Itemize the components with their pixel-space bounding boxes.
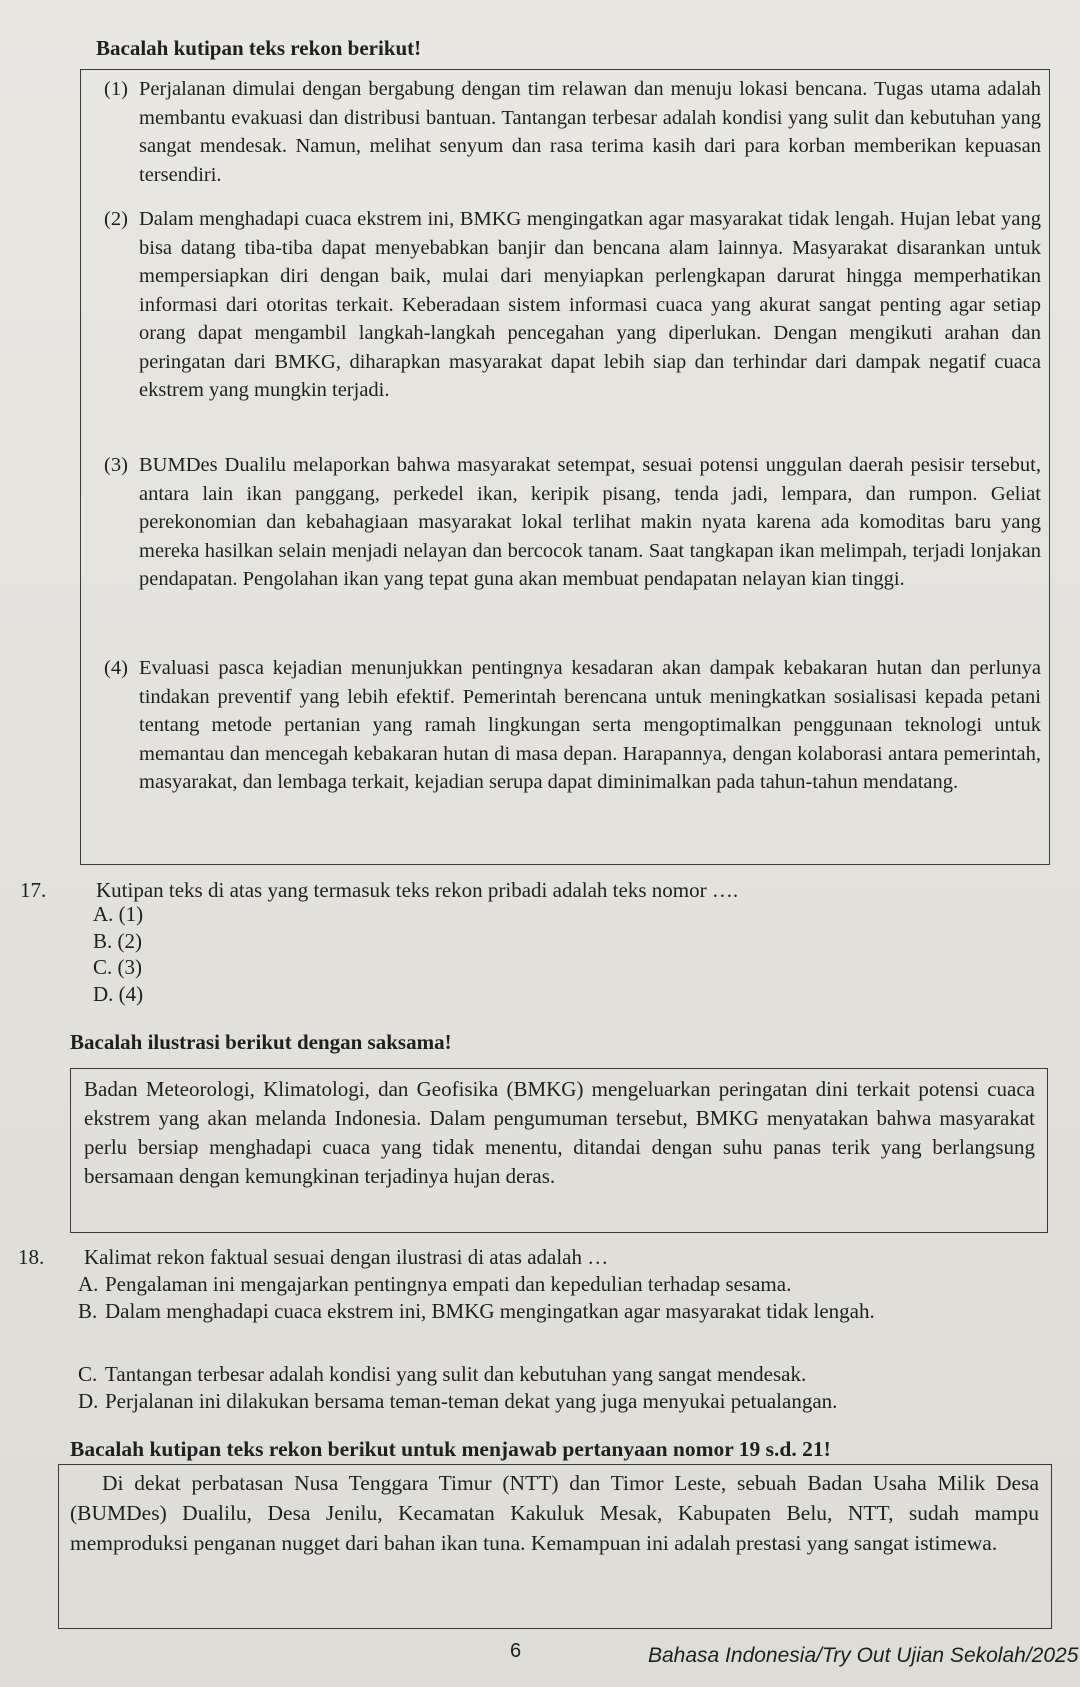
option-text: (2) bbox=[117, 929, 143, 953]
paragraph-number: (4) bbox=[104, 657, 128, 679]
option-letter: A. bbox=[93, 902, 114, 926]
option-letter: D. bbox=[78, 1389, 99, 1413]
paragraph-number: (2) bbox=[104, 208, 128, 230]
option-text: (1) bbox=[118, 902, 144, 926]
q17-option-d[interactable] bbox=[93, 980, 143, 1008]
q18-option-c[interactable] bbox=[78, 1360, 1053, 1388]
option-letter: D. bbox=[93, 982, 114, 1006]
q18-option-a[interactable] bbox=[78, 1270, 1053, 1298]
section3-heading: Bacalah kutipan teks rekon berikut untuk menjawab pertanyaan nomor 19 s.d. 21! bbox=[70, 1437, 831, 1461]
option-text: Perjalanan ini dilakukan bersama teman-teman dekat yang juga menyukai petualangan. bbox=[105, 1389, 838, 1413]
paragraph-text: Perjalanan dimulai dengan bergabung dengan tim relawan dan menuju lokasi bencana. Tugas utama adalah membantu evakuasi dan distribusi bantuan. Tantangan terbesar adalah kondisi yang sulit dan kebutuhan yang sangat mendesak. Namun, melihat senyum dan rasa terima kasih dari para korban memberikan kepuasan tersendiri. bbox=[139, 78, 1041, 186]
option-text: Tantangan terbesar adalah kondisi yang sulit dan kebutuhan yang sangat mendesak. bbox=[105, 1362, 807, 1386]
question-18 bbox=[18, 1243, 1038, 1271]
option-text: Pengalaman ini mengajarkan pentingnya empati dan kepedulian terhadap sesama. bbox=[105, 1272, 792, 1296]
section2-heading: Bacalah ilustrasi berikut dengan saksama! bbox=[70, 1030, 452, 1054]
question-17 bbox=[20, 876, 1040, 904]
question-text: Kutipan teks di atas yang termasuk teks rekon pribadi adalah teks nomor …. bbox=[96, 878, 739, 902]
q18-option-d[interactable] bbox=[78, 1387, 1053, 1415]
recount-excerpt: Di dekat perbatasan Nusa Tenggara Timur (NTT) dan Timor Leste, sebuah Badan Usaha Milik Desa (BUMDes) Dualilu, Desa Jenilu, Kecamatan Kakuluk Mesak, Kabupaten Belu, NTT, sudah mampu memproduksi penganan nugget dari bahan ikan tuna. Kemampuan ini adalah prestasi yang sangat istimewa. bbox=[70, 1471, 1039, 1555]
page-number: 6 bbox=[510, 1640, 522, 1662]
question-number: 18. bbox=[18, 1245, 45, 1269]
paragraph-3 bbox=[104, 451, 1041, 594]
option-letter: B. bbox=[93, 929, 113, 953]
q17-option-a[interactable] bbox=[93, 900, 143, 928]
option-text: (3) bbox=[117, 955, 143, 979]
option-letter: C. bbox=[78, 1362, 98, 1386]
option-letter: B. bbox=[78, 1299, 98, 1323]
footer-source: Bahasa Indonesia/Try Out Ujian Sekolah/2025 bbox=[648, 1644, 1079, 1667]
option-text: Dalam menghadapi cuaca ekstrem ini, BMKG mengingatkan agar masyarakat tidak lengah. bbox=[105, 1299, 875, 1323]
q18-option-b[interactable] bbox=[78, 1297, 1053, 1325]
option-text: (4) bbox=[118, 982, 144, 1006]
illustration-text: Badan Meteorologi, Klimatologi, dan Geofisika (BMKG) mengeluarkan peringatan dini terkait potensi cuaca ekstrem yang akan melanda Indonesia. Dalam pengumuman tersebut, BMKG menyatakan bahwa masyarakat perlu bersiap menghadapi cuaca yang tidak menentu, ditandai dengan suhu panas terik yang berlangsung bersamaan dengan kemungkinan terjadinya hujan deras. bbox=[84, 1077, 1035, 1188]
paragraph-text: BUMDes Dualilu melaporkan bahwa masyarakat setempat, sesuai potensi unggulan daerah pesisir tersebut, antara lain ikan panggang, perkedel ikan, keripik pisang, tenda jadi, lempara, dan rumpon. Geliat perekonomian dan kebahagiaan masyarakat lokal terlihat makin nyata karena ada komoditas baru yang mereka hasilkan selain menjadi nelayan dan bercocok tanam. Saat tangkapan ikan melimpah, terjadi lonjakan pendapatan. Pengolahan ikan yang tepat guna akan membuat pendapatan nelayan kian tinggi. bbox=[139, 454, 1041, 590]
paragraph-text: Dalam menghadapi cuaca ekstrem ini, BMKG mengingatkan agar masyarakat tidak lengah. Hujan lebat yang bisa datang tiba-tiba dapat menyebabkan banjir dan bencana alam lainnya. Masyarakat disarankan untuk mempersiapkan diri dengan baik, mulai dari menyiapkan perlengkapan darurat hingga memperhatikan informasi dari otoritas terkait. Keberadaan sistem informasi cuaca yang akurat sangat penting agar setiap orang dapat mengambil langkah-langkah pencegahan yang diperlukan. Dengan mengikuti arahan dan peringatan dari BMKG, diharapkan masyarakat dapat lebih siap dan terhindar dari dampak negatif cuaca ekstrem yang mungkin terjadi. bbox=[139, 208, 1041, 401]
option-letter: A. bbox=[78, 1272, 99, 1296]
q17-option-c[interactable] bbox=[93, 953, 142, 981]
question-number: 17. bbox=[20, 878, 47, 902]
q17-option-b[interactable] bbox=[93, 927, 142, 955]
paragraph-number: (1) bbox=[104, 78, 128, 100]
paragraph-2 bbox=[104, 205, 1041, 405]
section1-heading: Bacalah kutipan teks rekon berikut! bbox=[96, 36, 422, 60]
paragraph-1 bbox=[104, 75, 1041, 189]
paragraph-text: Evaluasi pasca kejadian menunjukkan pentingnya kesadaran akan dampak kebakaran hutan dan perlunya tindakan preventif yang lebih efektif. Pemerintah berencana untuk meningkatkan sosialisasi kepada petani tentang metode pertanian yang ramah lingkungan serta mengoptimalkan penggunaan teknologi untuk memantau dan mencegah kebakaran hutan di masa depan. Harapannya, dengan kolaborasi antara pemerintah, masyarakat, dan lembaga terkait, kejadian serupa dapat diminimalkan pada tahun-tahun mendatang. bbox=[139, 657, 1041, 793]
question-text: Kalimat rekon faktual sesuai dengan ilustrasi di atas adalah … bbox=[84, 1245, 609, 1269]
paragraph-4 bbox=[104, 654, 1041, 797]
option-letter: C. bbox=[93, 955, 113, 979]
paragraph-number: (3) bbox=[104, 454, 128, 476]
